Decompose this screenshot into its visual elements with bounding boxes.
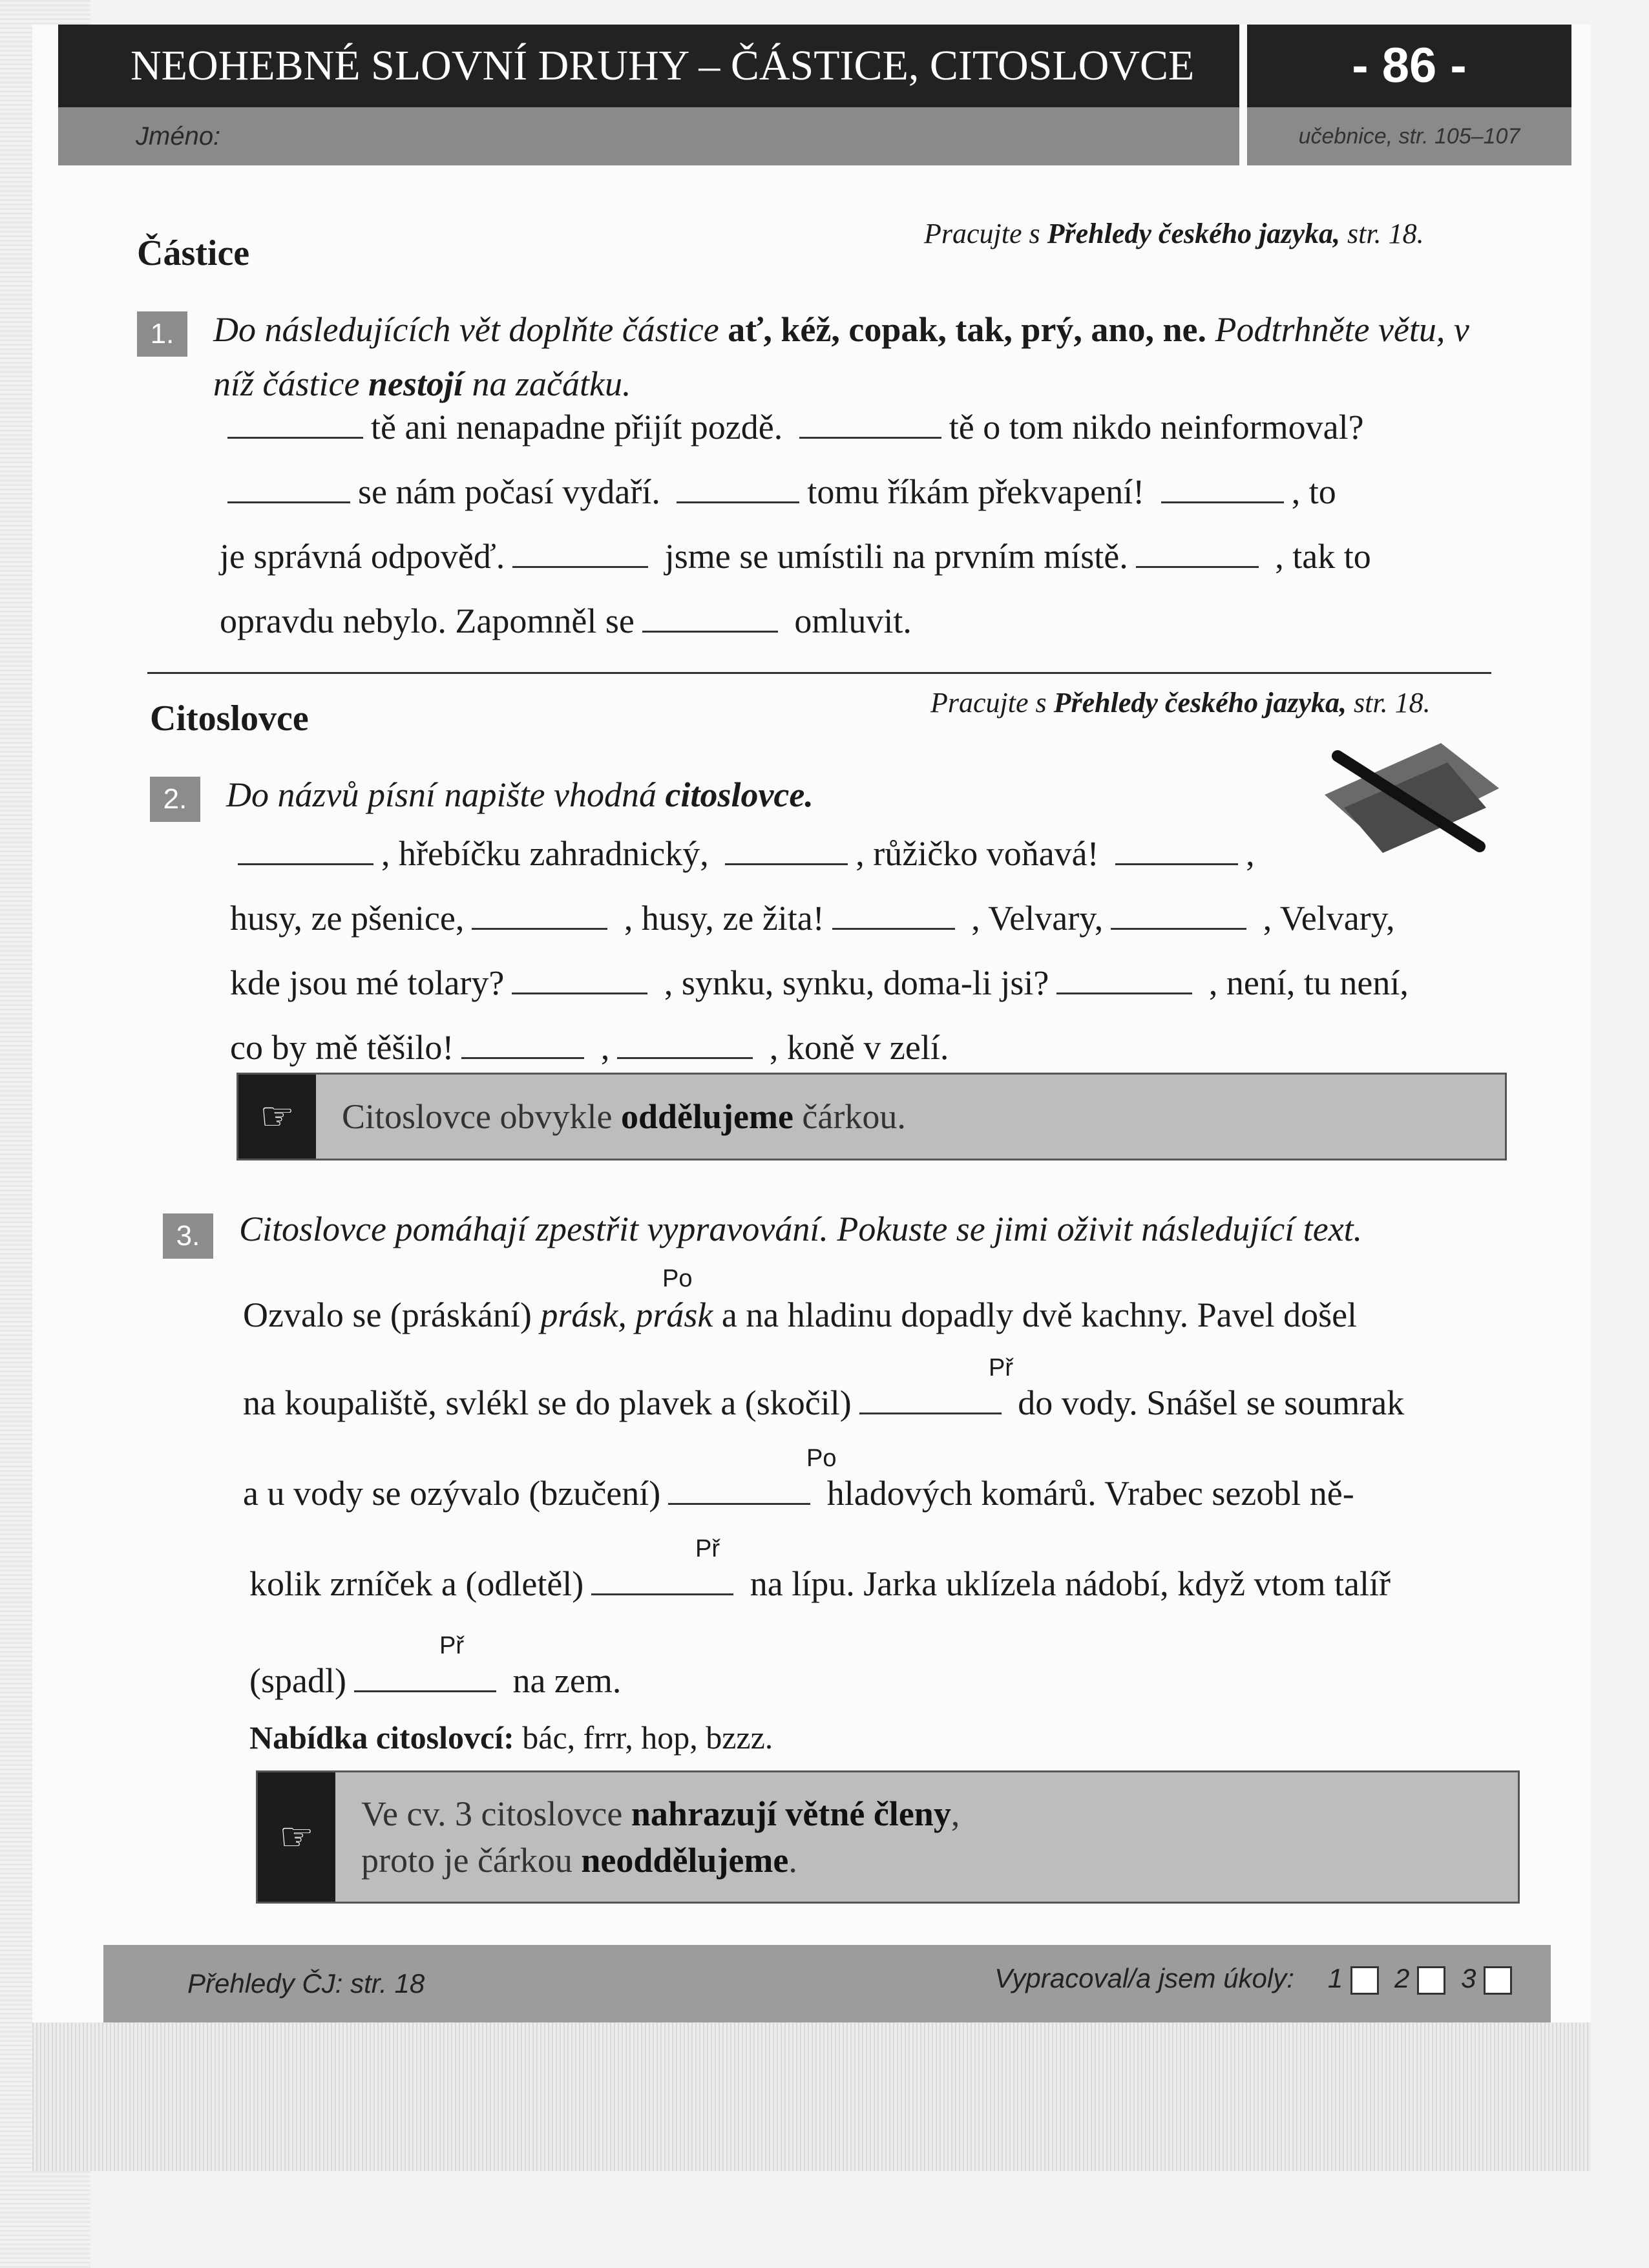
answer-blank[interactable]	[617, 1051, 753, 1059]
song-text: , růžičko voňavá!	[856, 834, 1099, 873]
answer-blank[interactable]	[472, 921, 607, 930]
instruction-emphasis: nestojí	[368, 364, 463, 403]
story-text: a u vody se ozývalo (bzučení)	[243, 1474, 661, 1513]
story-line	[243, 1473, 1354, 1513]
story-text: na lípu. Jarka uklízela nádobí, když vtom talíř	[750, 1564, 1391, 1603]
answer-blank[interactable]	[1056, 986, 1192, 994]
answer-blank[interactable]	[512, 560, 648, 568]
section-heading-particles: Částice	[137, 233, 250, 273]
name-label: Jméno:	[58, 107, 1239, 165]
footer-bar	[103, 1945, 1551, 2022]
story-text: kolik zrníček a (odletěl)	[249, 1564, 584, 1603]
mark-label: 3	[1460, 1963, 1476, 1993]
song-text: kde jsou mé tolary?	[230, 963, 505, 1002]
task-2-checkbox[interactable]	[1417, 1966, 1445, 1995]
answer-blank[interactable]	[227, 430, 363, 439]
exercise-line	[220, 536, 1371, 576]
ref-book: Přehledy českého jazyka,	[1047, 218, 1340, 249]
exercise-line	[220, 472, 1336, 512]
song-text: , koně v zelí.	[769, 1028, 949, 1067]
exercise-line	[230, 898, 1395, 938]
task-number: 2.	[150, 777, 200, 822]
sentence-text: , tak to	[1275, 537, 1371, 576]
song-text: , není, tu není,	[1208, 963, 1409, 1002]
hint-letter: Po	[806, 1445, 837, 1472]
interjection-offer	[249, 1719, 773, 1756]
tip-text-part: .	[788, 1841, 797, 1880]
task-1-checkbox[interactable]	[1350, 1966, 1379, 1995]
sentence-text: omluvit.	[794, 602, 912, 640]
sentence-text: je správná odpověď.	[220, 537, 505, 576]
answer-blank[interactable]	[591, 1587, 733, 1595]
answer-blank[interactable]	[227, 495, 350, 503]
tip-emphasis: nahrazují větné členy	[631, 1794, 951, 1833]
rule-tip-box	[236, 1073, 1507, 1160]
mark-label: 2	[1394, 1963, 1410, 1993]
answer-blank[interactable]	[1111, 921, 1246, 930]
song-text: , synku, synku, doma-li jsi?	[664, 963, 1049, 1002]
instruction-emphasis: citoslovce.	[665, 775, 814, 814]
hint-letter: Po	[662, 1265, 693, 1292]
task-2-mark	[1394, 1963, 1445, 1995]
song-text: , Velvary,	[1263, 899, 1395, 938]
story-text: na koupaliště, svlékl se do plavek a (skočil)	[243, 1383, 852, 1422]
answer-blank[interactable]	[354, 1684, 496, 1692]
task-3-mark	[1461, 1963, 1512, 1995]
story-text: (spadl)	[249, 1661, 346, 1700]
answer-blank[interactable]	[1136, 560, 1259, 568]
instruction-text: Do následujících vět doplňte částice	[213, 310, 719, 349]
mark-label: 1	[1327, 1963, 1343, 1993]
task-number: 3.	[163, 1213, 213, 1259]
ref-prefix: Pracujte s	[930, 687, 1047, 719]
tip-text-part: čárkou.	[802, 1097, 906, 1136]
sentence-text: se nám počasí vydaří.	[358, 472, 660, 511]
story-text: do vody. Snášel se soumrak	[1018, 1383, 1405, 1422]
pointing-hand-icon: ☞	[258, 1772, 335, 1902]
answer-blank[interactable]	[461, 1051, 584, 1059]
song-text: co by mě těšilo!	[230, 1028, 454, 1067]
answer-blank[interactable]	[832, 921, 955, 930]
ref-prefix: Pracujte s	[924, 218, 1040, 249]
section-divider	[147, 672, 1491, 674]
story-line	[243, 1383, 1404, 1423]
task-instruction	[226, 768, 1325, 822]
song-text: husy, ze pšenice,	[230, 899, 465, 938]
scan-noise	[32, 2022, 1591, 2171]
sentence-text: jsme se umístili na prvním místě.	[664, 537, 1128, 576]
story-text: na zem.	[512, 1661, 622, 1700]
story-text: hladových komárů. Vrabec sezobl ně-	[826, 1474, 1354, 1513]
ref-page: str. 18.	[1353, 687, 1431, 719]
tip-text-part: Ve cv. 3 citoslovce	[361, 1794, 623, 1833]
whip-icon	[1312, 737, 1506, 859]
offer-label: Nabídka citoslovcí:	[249, 1719, 514, 1756]
story-line	[249, 1564, 1391, 1604]
instruction-text: Do názvů písní napište vhodná	[226, 775, 656, 814]
story-text: a na hladinu dopadly dvě kachny. Pavel došel	[721, 1296, 1358, 1334]
completion-label: Vypracoval/a jsem úkoly:	[994, 1963, 1294, 1994]
task-number: 1.	[137, 311, 187, 357]
answer-blank[interactable]	[1161, 495, 1284, 503]
ref-book: Přehledy českého jazyka,	[1053, 687, 1347, 719]
hint-letter: Př	[695, 1535, 720, 1562]
textbook-reference: učebnice, str. 105–107	[1247, 107, 1571, 165]
tip-text	[342, 1097, 906, 1137]
completion-marks	[1328, 1963, 1512, 1995]
tip-text-part: Citoslovce obvykle	[342, 1097, 613, 1136]
tip-text-part: proto je čárkou	[361, 1841, 572, 1880]
instruction-text: na začátku.	[472, 364, 631, 403]
sentence-text: , to	[1291, 472, 1336, 511]
task-instruction: Citoslovce pomáhají zpestřit vypravování. Pokuste se jimi oživit následující text.	[239, 1210, 1363, 1248]
answer-blank[interactable]	[677, 495, 799, 503]
song-text: , husy, ze žita!	[624, 899, 824, 938]
song-text: , Velvary,	[971, 899, 1104, 938]
exercise-line	[230, 1027, 949, 1067]
offer-words: bác, frrr, hop, bzzz.	[522, 1719, 773, 1756]
instruction-text: Podtrhněte	[1215, 310, 1370, 349]
task-instruction	[213, 302, 1506, 411]
answer-blank[interactable]	[238, 857, 373, 865]
story-text: Ozvalo se (práskání)	[243, 1296, 532, 1334]
exercise-line	[230, 963, 1409, 1003]
story-line	[243, 1295, 1357, 1335]
sentence-text: opravdu nebylo. Zapomněl se	[220, 602, 635, 640]
section-heading-interjections: Citoslovce	[150, 698, 309, 739]
hint-letter: Př	[439, 1632, 464, 1659]
exercise-line	[220, 601, 912, 641]
task-1-mark	[1328, 1963, 1379, 1995]
answer-blank[interactable]	[725, 857, 848, 865]
page-number: - 86 -	[1247, 25, 1571, 107]
answer-blank[interactable]	[512, 986, 647, 994]
tip-text-part: ,	[951, 1794, 960, 1833]
sentence-text: tě ani nenapadne přijít pozdě.	[371, 408, 783, 446]
exercise-line	[230, 834, 1255, 874]
song-text: ,	[1246, 834, 1255, 873]
example-interjection: prásk, prásk	[540, 1296, 713, 1334]
answer-blank[interactable]	[668, 1496, 810, 1505]
song-text: ,	[600, 1028, 610, 1067]
rule-tip-box	[256, 1770, 1520, 1904]
answer-blank[interactable]	[1115, 857, 1238, 865]
sentence-text: tě o tom nikdo neinformoval?	[949, 408, 1364, 446]
tip-emphasis: neoddělujeme	[581, 1841, 789, 1880]
section-reference	[924, 217, 1424, 250]
particle-list: ať, kéž, copak, tak, prý, ano, ne.	[728, 310, 1206, 349]
answer-blank[interactable]	[642, 624, 778, 633]
task-3-checkbox[interactable]	[1484, 1966, 1512, 1995]
instruction-text: větu, v níž částice	[213, 310, 1469, 403]
completion-tracker	[994, 1963, 1512, 1995]
exercise-line	[220, 407, 1364, 447]
story-line	[249, 1661, 621, 1701]
pointing-hand-icon: ☞	[238, 1075, 316, 1159]
tip-text	[361, 1790, 960, 1884]
answer-blank[interactable]	[799, 430, 941, 439]
answer-blank[interactable]	[859, 1406, 1002, 1414]
ref-page: str. 18.	[1347, 218, 1424, 249]
section-reference	[930, 686, 1431, 719]
hint-letter: Př	[989, 1354, 1013, 1381]
footer-reference: Přehledy ČJ: str. 18	[187, 1968, 425, 1999]
page-title: NEOHEBNÉ SLOVNÍ DRUHY – ČÁSTICE, CITOSLOVCE	[58, 25, 1239, 107]
tip-emphasis: oddělujeme	[620, 1097, 793, 1136]
sentence-text: tomu říkám překvapení!	[807, 472, 1145, 511]
song-text: , hřebíčku zahradnický,	[381, 834, 709, 873]
